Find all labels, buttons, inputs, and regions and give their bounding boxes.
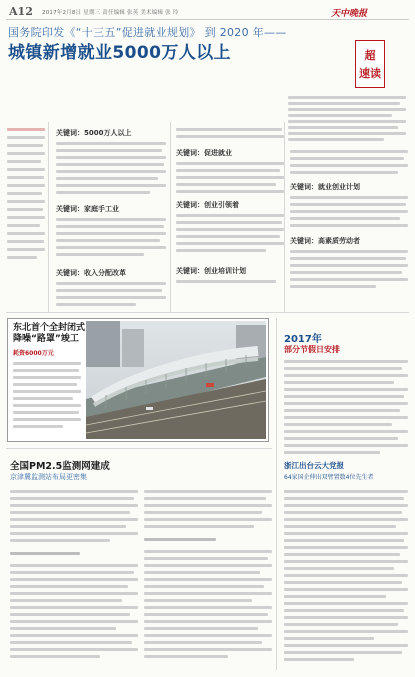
speed-read-label xyxy=(355,40,385,88)
lead-headline: 城镇新增就业5000万人以上 xyxy=(8,43,231,63)
speed-read-line2: 速读 xyxy=(359,67,381,80)
subhead-income: 关键词：收入分配改革 xyxy=(56,269,126,277)
subhead-urban-rural: 关键词：创业引领着 xyxy=(176,201,239,209)
photo-feature-title: 东北首个全封闭式降噪“路罩”竣工 xyxy=(13,323,86,344)
subhead-entrepreneur: 关键词：家庭手工业 xyxy=(56,205,119,213)
zhejiang-subtitle: 64家国企伸出双臂置数4位先生者 xyxy=(284,474,374,481)
subhead-training: 关键词：创业培训计划 xyxy=(176,267,246,275)
lead-kicker: 国务院印发《“十三五”促进就业规划》 到 2020 年—— xyxy=(8,26,287,39)
subhead-skills: 关键词：高素质劳动者 xyxy=(290,237,360,245)
subhead-goal: 关键词：5000万人以上 xyxy=(56,129,132,137)
pm25-subtitle: 京津冀监测站布局更密集 xyxy=(10,473,87,481)
issue-line: 2017年2月8日 星期三 责任编辑 张英 美术编辑 张 玲 xyxy=(42,10,179,16)
zhejiang-title: 浙江出台云大党报 xyxy=(284,461,344,470)
pm25-title: 全国PM2.5监测网建成 xyxy=(10,461,110,472)
noise-barrier-photo xyxy=(86,321,266,439)
newspaper-logo: 天中晚报 xyxy=(330,9,367,19)
photo-feature-meta: 耗资6000万元 xyxy=(13,350,54,357)
page-number: A12 xyxy=(9,5,33,18)
holiday-title: 2017年 xyxy=(284,334,322,345)
holiday-subtitle: 部分节假日安排 xyxy=(284,345,340,354)
speed-read-line1: 超 xyxy=(364,49,376,62)
subhead-employment: 关键词：促进就业 xyxy=(176,149,232,157)
subhead-mechanism: 关键词：就业创业计划 xyxy=(290,183,360,191)
masthead xyxy=(6,4,409,20)
